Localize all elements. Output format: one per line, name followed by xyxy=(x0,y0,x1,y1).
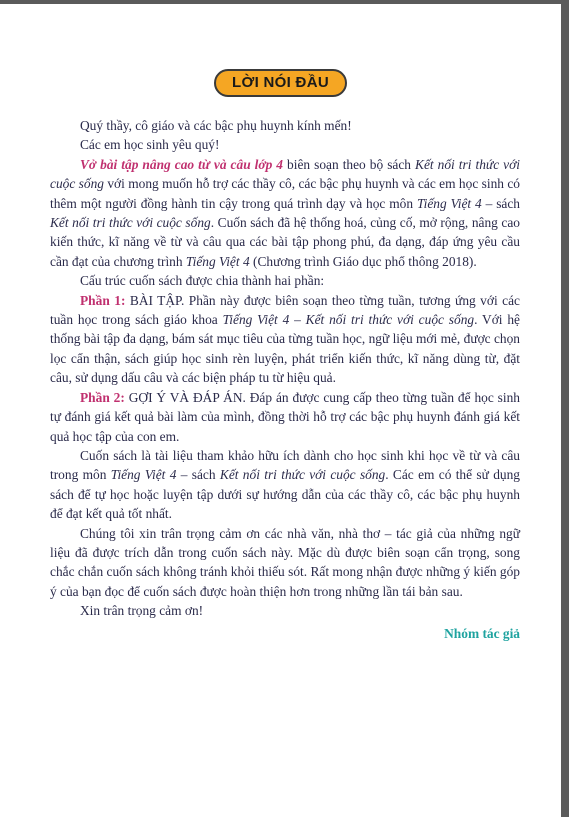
ref-text-1: Cuốn sách là tài liệu tham khảo hữu ích dành cho học sinh khi học về từ và câu trong môn xyxy=(50,447,520,483)
part2-paragraph xyxy=(50,388,520,446)
thanks-paragraph: Chúng tôi xin trân trọng cảm ơn các nhà văn, nhà thơ – tác giả của những ngữ liệu đã được trích dẫn trong cuốn sách này. Mặc dù được biên soạn cẩn trọng, song chắc chắn cuốn sách không tránh khỏi thiếu sót. Rất mong nhận được những ý kiến góp ý của bạn đọc để cuốn sách được hoàn thiện hơn trong những lần tái bản sau. xyxy=(50,525,520,599)
part1-text-2: . Với hệ thống bài tập đa dạng, bám sát mục tiêu của từng tuần học, ngữ liệu mới mẻ, được chọn lọc cẩn thận, sách giúp học sinh rèn luyện, phát triển kiến thức, kĩ năng dùng từ, đặt câu, sử dụng dấu câu và các biện pháp tu từ hiệu quả. xyxy=(50,312,521,386)
subject-name-2: Tiếng Việt 4 xyxy=(185,253,250,269)
series-name: Kết nối tri thức với cuộc sống xyxy=(50,156,520,192)
ref-text-2: – sách xyxy=(176,467,220,483)
intro-text-5: (Chương trình Giáo dục phổ thông 2018). xyxy=(249,253,477,269)
part2-text: GỢI Ý VÀ ĐÁP ÁN. Đáp án được cung cấp theo từng tuần để học sinh tự đánh giá kết quả bài làm của mình, đồng thời hỗ trợ các bậc phụ huynh đánh giá kết quả học tập của con em. xyxy=(50,389,520,444)
page-title: LỜI NÓI ĐẦU xyxy=(214,69,347,97)
book-title: Vở bài tập nâng cao từ và câu lớp 4 xyxy=(80,156,283,172)
signature: Nhóm tác giả xyxy=(444,625,520,641)
part1-paragraph xyxy=(50,291,520,388)
ref-text-3: . Các em có thể sử dụng sách để tự học hoặc luyện tập dưới sự hướng dẫn của các thầy cô, các bậc phụ huynh để đạt kết quả tốt nhất. xyxy=(50,467,520,522)
ref-series: Kết nối tri thức với cuộc sống xyxy=(219,467,386,483)
intro-text-4: . Cuốn sách đã hệ thống hoá, củng cố, mở rộng, nâng cao kiến thức, kĩ năng về từ và câu qua các bài tập phong phú, đa dạng, đáp ứng yêu cầu cần đạt của chương trình xyxy=(50,215,521,269)
closing-line: Xin trân trọng cảm ơn! xyxy=(80,603,204,619)
part1-book: Tiếng Việt 4 – Kết nối tri thức với cuộc sống xyxy=(222,312,475,328)
part1-text-1: BÀI TẬP. Phần này được biên soạn theo từng tuần, tương ứng với các tuần học trong sách giáo khoa xyxy=(50,292,520,328)
series-name-2: Kết nối tri thức với cuộc sống xyxy=(50,215,211,231)
intro-text-3: – sách xyxy=(481,195,520,211)
part1-label: Phần 1: xyxy=(80,292,126,308)
intro-text-2: với mong muốn hỗ trợ các thầy cô, các bậc phụ huynh và các em học sinh có thêm một người đồng hành tin cậy trong quá trình dạy và học môn xyxy=(50,176,520,211)
right-border xyxy=(561,0,569,817)
title-area xyxy=(0,69,561,97)
greeting-teachers: Quý thầy, cô giáo và các bậc phụ huynh kính mến! xyxy=(80,118,352,133)
intro-text-1: biên soạn theo bộ sách xyxy=(283,156,416,172)
ref-subject: Tiếng Việt 4 xyxy=(110,467,177,483)
reference-paragraph xyxy=(50,446,520,524)
greeting-students: Các em học sinh yêu quý! xyxy=(80,137,220,153)
subject-name: Tiếng Việt 4 xyxy=(416,195,482,211)
intro-paragraph xyxy=(50,155,520,271)
structure-line: Cấu trúc cuốn sách được chia thành hai phần: xyxy=(80,273,325,289)
top-border xyxy=(0,0,561,4)
preface-body xyxy=(50,116,520,643)
part2-label: Phần 2: xyxy=(80,389,125,405)
